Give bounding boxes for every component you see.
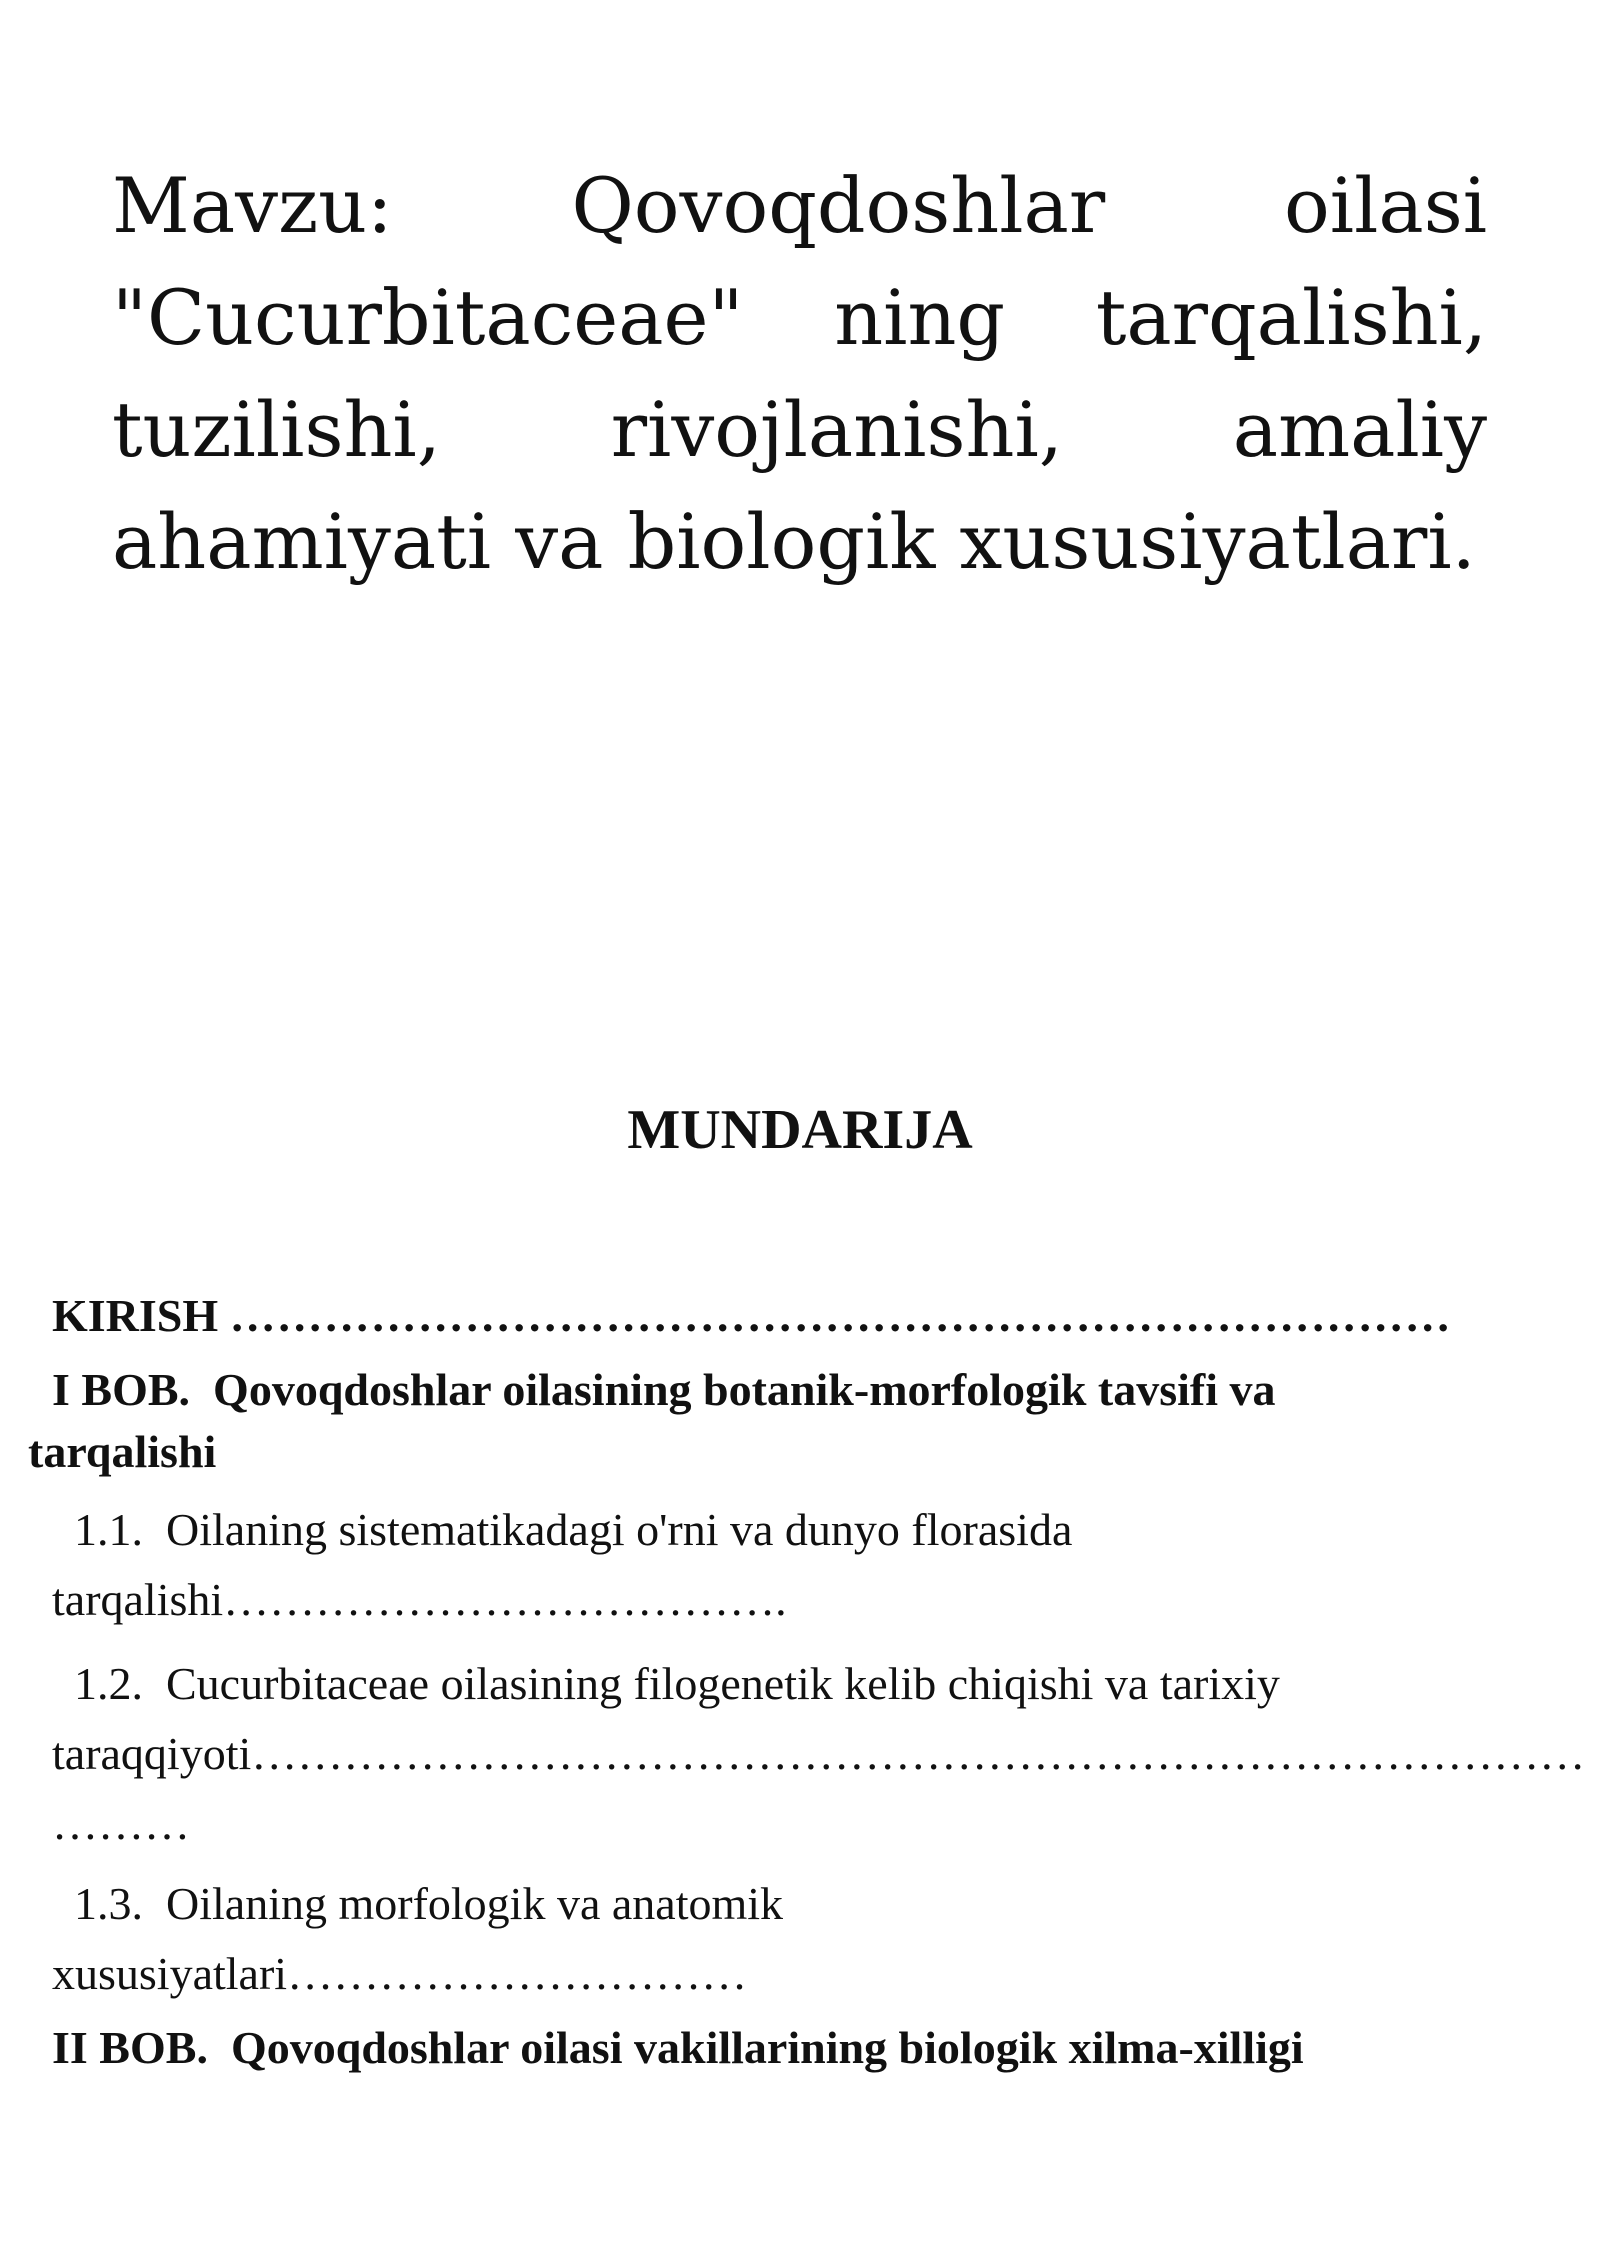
toc-entry-kirish	[52, 1285, 1492, 1347]
toc-entry-chapter-1	[28, 1359, 1492, 1483]
toc-chapter-title-cont: tarqalishi	[28, 1426, 217, 1477]
toc-heading: MUNDARIJA	[627, 1099, 973, 1161]
toc-section-number: 1.2.	[74, 1658, 143, 1709]
toc-section-text: Oilaning morfologik va anatomik	[166, 1878, 784, 1929]
toc-leader-dots: ……………………………………………………………………	[229, 1290, 1452, 1341]
toc-entry-label: KIRISH	[52, 1290, 219, 1341]
toc-chapter-title: Qovoqdoshlar oilasining botanik-morfologik tavsifi va	[213, 1364, 1276, 1415]
toc-chapter-label: II BOB.	[52, 2022, 208, 2073]
toc-entry-chapter-2	[52, 2017, 1492, 2079]
toc-section-text-cont: taraqqiyoti……………………………………………………………………………	[52, 1728, 1586, 1779]
toc-chapter-label: I BOB.	[52, 1364, 191, 1415]
toc-section-number: 1.1.	[74, 1504, 143, 1555]
toc-section-text-cont: tarqalishi……………………………….	[52, 1574, 787, 1625]
table-of-contents	[28, 1285, 1586, 2079]
toc-section-text-cont: ………	[52, 1798, 190, 1849]
toc-section-text: Oilaning sistematikadagi o'rni va dunyo florasida	[166, 1504, 1073, 1555]
toc-entry-section	[52, 1869, 1492, 2009]
document-title: Mavzu: Qovoqdoshlar oilasi "Cucurbitaceae" ning tarqalishi, tuzilishi, rivojlanishi, amaliy ahamiyati va biologik xususiyatlari.	[112, 161, 1487, 586]
toc-entry-section	[52, 1495, 1492, 1635]
toc-entry-section	[52, 1649, 1586, 1859]
toc-section-text: Cucurbitaceae oilasining filogenetik kelib chiqishi va tarixiy	[166, 1658, 1280, 1709]
toc-section-number: 1.3.	[74, 1878, 143, 1929]
toc-section-text-cont: xususiyatlari…………………………	[52, 1948, 748, 1999]
toc-chapter-title: Qovoqdoshlar oilasi vakillarining biologik xilma-xilligi	[230, 2022, 1304, 2073]
